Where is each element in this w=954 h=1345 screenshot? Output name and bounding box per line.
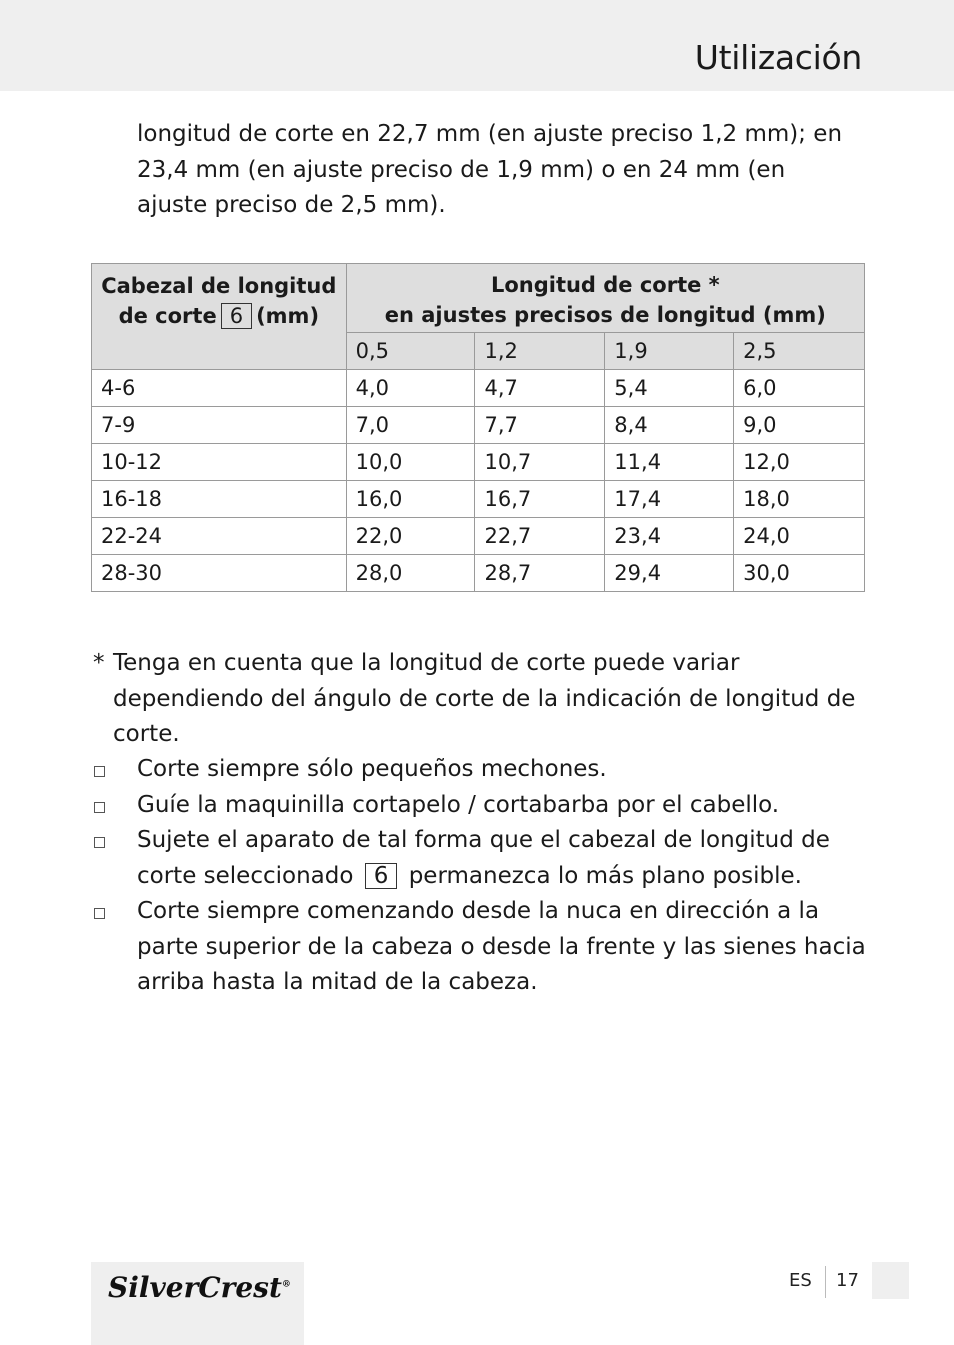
- table-row: [92, 444, 865, 481]
- table-cell: 10,7: [475, 444, 605, 481]
- table-cell: 22,7: [475, 518, 605, 555]
- list-item-text: permanezca lo más plano posible.: [408, 862, 802, 889]
- header-cell-head-length: [92, 264, 347, 370]
- table-cell: 28-30: [92, 555, 347, 592]
- table-cell: 10-12: [92, 444, 347, 481]
- table-cell: 22,0: [346, 518, 475, 555]
- header-left-line2-pre: de corte: [118, 304, 217, 328]
- page-number: 17: [836, 1270, 859, 1291]
- page-title: Utilización: [694, 38, 862, 77]
- subheader-cell: 2,5: [734, 333, 865, 370]
- table-cell: 28,7: [475, 555, 605, 592]
- language-code: ES: [789, 1270, 812, 1291]
- subheader-cell: 0,5: [346, 333, 475, 370]
- brand-logo-text: SilverCrest: [108, 1271, 282, 1304]
- list-item: [93, 894, 873, 1001]
- table-header-row: [92, 264, 865, 333]
- intro-paragraph: longitud de corte en 22,7 mm (en ajuste preciso 1,2 mm); en 23,4 mm (en ajuste preciso de 1,9 mm) o en 24 mm (en ajuste preciso de 2,5 mm).: [137, 121, 843, 218]
- checkbox-bullet-icon: [94, 766, 105, 777]
- list-item: [93, 788, 873, 824]
- table-cell: 4-6: [92, 370, 347, 407]
- table-cell: 17,4: [605, 481, 734, 518]
- page-tab-marker: [872, 1262, 909, 1299]
- list-item-text: Sujete el aparato de tal forma que el cabezal de longitud de corte seleccionado: [137, 827, 830, 889]
- table-cell: 30,0: [734, 555, 865, 592]
- header-cell-cut-length: [346, 264, 864, 333]
- footnote: [93, 646, 873, 753]
- table-cell: 7,7: [475, 407, 605, 444]
- table-cell: 16,7: [475, 481, 605, 518]
- footnote-text: Tenga en cuenta que la longitud de corte puede variar dependiendo del ángulo de corte de la indicación de longitud de corte.: [113, 650, 856, 747]
- table-cell: 16,0: [346, 481, 475, 518]
- list-item: [93, 752, 873, 788]
- table-cell: 18,0: [734, 481, 865, 518]
- list-item-text: Corte siempre sólo pequeños mechones.: [137, 756, 607, 782]
- table-cell: 8,4: [605, 407, 734, 444]
- instruction-list: [93, 752, 873, 1001]
- header-left-line1: Cabezal de longitud: [101, 274, 337, 298]
- checkbox-bullet-icon: [94, 908, 105, 919]
- table-cell: 10,0: [346, 444, 475, 481]
- footnote-marker: *: [93, 650, 105, 676]
- header-left-line2-post: (mm): [256, 304, 320, 328]
- table-cell: 9,0: [734, 407, 865, 444]
- table-cell: 29,4: [605, 555, 734, 592]
- table-cell: 16-18: [92, 481, 347, 518]
- table-cell: 4,0: [346, 370, 475, 407]
- table-cell: 7,0: [346, 407, 475, 444]
- list-item: [93, 823, 873, 894]
- registered-mark: ®: [281, 1279, 291, 1290]
- checkbox-bullet-icon: [94, 802, 105, 813]
- table-cell: 5,4: [605, 370, 734, 407]
- header-right-line2: en ajustes precisos de longitud (mm): [384, 303, 826, 327]
- table-cell: 28,0: [346, 555, 475, 592]
- subheader-cell: 1,2: [475, 333, 605, 370]
- table-row: [92, 407, 865, 444]
- table-cell: 6,0: [734, 370, 865, 407]
- table-cell: 7-9: [92, 407, 347, 444]
- table-cell: 4,7: [475, 370, 605, 407]
- footer-divider: [825, 1266, 826, 1298]
- header-right-line1: Longitud de corte *: [490, 273, 720, 297]
- table-row: [92, 370, 865, 407]
- checkbox-bullet-icon: [94, 837, 105, 848]
- list-item-text: Corte siempre comenzando desde la nuca en dirección a la parte superior de la cabeza o desde la frente y las sienes hacia arriba hasta la mitad de la cabeza.: [137, 898, 866, 995]
- part-ref-box: 6: [365, 863, 398, 889]
- brand-logo: [108, 1271, 291, 1304]
- table-row: [92, 555, 865, 592]
- brand-logo-box: [91, 1262, 304, 1345]
- table-cell: 12,0: [734, 444, 865, 481]
- part-ref-box: 6: [221, 303, 252, 329]
- table-row: [92, 518, 865, 555]
- subheader-cell: 1,9: [605, 333, 734, 370]
- table-cell: 24,0: [734, 518, 865, 555]
- cutting-length-table: [91, 263, 865, 592]
- table-cell: 22-24: [92, 518, 347, 555]
- table-cell: 11,4: [605, 444, 734, 481]
- table-cell: 23,4: [605, 518, 734, 555]
- list-item-text: Guíe la maquinilla cortapelo / cortabarba por el cabello.: [137, 791, 780, 818]
- table-row: [92, 481, 865, 518]
